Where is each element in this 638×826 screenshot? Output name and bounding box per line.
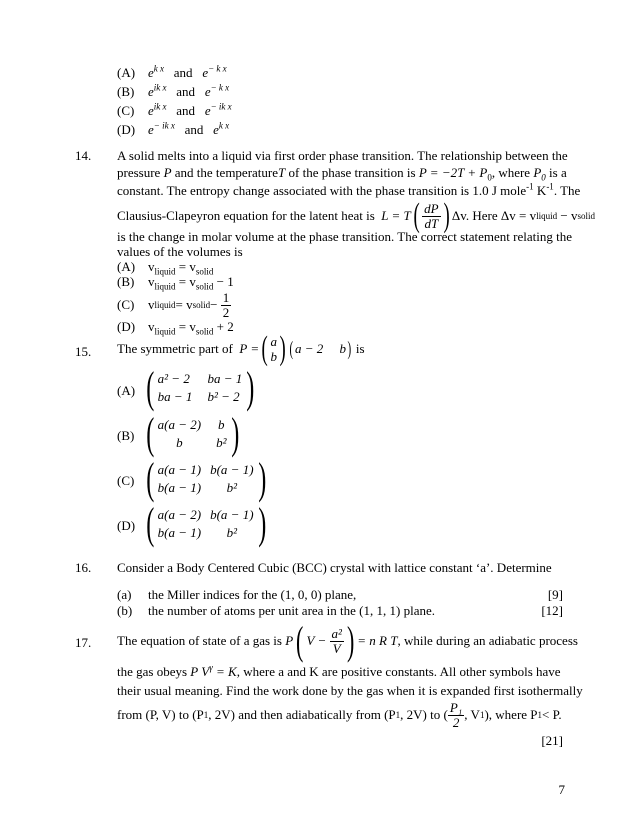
right-paren: )	[257, 499, 266, 548]
q13-option-a	[117, 65, 135, 81]
expr-base: e	[204, 84, 211, 99]
q16-a-text: the Miller indices for the (1, 0, 0) plane,	[148, 587, 357, 602]
matrix-cell: a(a − 2)	[157, 416, 202, 432]
text: is	[355, 340, 365, 356]
q16-a-label: (a)	[117, 587, 132, 602]
matrix	[158, 461, 255, 498]
q17-number: 17.	[75, 635, 92, 650]
q15-option-b-label: (B)	[117, 428, 135, 443]
fraction-dp-dt	[422, 202, 440, 231]
text: and the temperature	[174, 165, 279, 180]
expr-exp: ik x	[153, 101, 167, 112]
equation: P	[285, 632, 294, 648]
q15-option-c-label: (C)	[117, 473, 135, 488]
denominator: V	[332, 640, 341, 656]
q13-option-d	[117, 122, 135, 138]
left-paren: (	[413, 197, 420, 234]
right-paren: )	[443, 197, 450, 234]
q15-option-a-matrix	[143, 363, 258, 412]
expr-exp: − ik x	[210, 101, 232, 112]
matrix-cell: b(a − 1)	[157, 525, 202, 540]
q16-text: Consider a Body Centered Cubic (BCC) crystal with lattice constant ‘a’. Determine	[117, 560, 552, 575]
text: The symmetric part of	[117, 340, 233, 356]
left-paren: (	[146, 454, 155, 503]
q16-b-text: the number of atoms per unit area in the (1, 1, 1) plane.	[148, 603, 435, 618]
matrix-cell: b(a − 1)	[210, 461, 254, 477]
expr-base: e	[202, 65, 209, 80]
text: = v	[175, 319, 196, 334]
subscript: liquid	[154, 266, 176, 277]
q17-marks: [21]	[541, 733, 563, 748]
text: − v	[560, 207, 578, 223]
fraction-half	[221, 291, 232, 320]
q15-option-d-label: (D)	[117, 518, 136, 533]
option-label: (D)	[117, 319, 136, 334]
q14-line-4: Clausius-Clapeyron equation for the latent heat is L = T ( $\frac{dP}{dT}$ ) Δv. Here Δv = v liquid − v solid	[117, 197, 595, 234]
expr-exp: k x	[153, 63, 165, 74]
and-text: and	[173, 65, 193, 80]
text: −	[210, 296, 218, 312]
and-text: and	[176, 84, 196, 99]
text: = v	[175, 296, 193, 312]
numerator: 1	[222, 289, 230, 305]
and-text: and	[176, 103, 196, 118]
q15-option-d-matrix	[143, 499, 269, 548]
text: , V	[464, 706, 480, 722]
q16-b-marks: [12]	[541, 603, 563, 618]
matrix-cell: b	[218, 416, 225, 432]
matrix-cell: a² − 2	[157, 370, 190, 386]
option-label: (B)	[117, 274, 135, 289]
var-p: P	[163, 165, 172, 180]
text: from (P, V) to (P	[117, 706, 204, 722]
q16-b-label: (b)	[117, 603, 133, 618]
matrix-cell: b	[176, 435, 183, 450]
q15-option-c-matrix	[143, 454, 269, 503]
right-paren: )	[246, 363, 255, 412]
text: Clausius-Clapeyron equation for the latent heat is	[117, 207, 375, 223]
q14-option-a-expr	[148, 259, 213, 275]
q14-option-c-expr: v liquid = v solid − $\frac{1}{2}$	[148, 289, 230, 320]
matrix-cell: a(a − 1)	[157, 461, 202, 477]
text: , where	[491, 165, 531, 180]
matrix-cell: ba − 1	[157, 389, 193, 404]
expr-exp: − k x	[208, 63, 227, 74]
q16-a-marks: [9]	[547, 587, 563, 602]
right-paren: )	[347, 338, 352, 360]
q13-option-c-expr	[148, 103, 232, 119]
option-label: (D)	[117, 122, 136, 137]
superscript: γ	[209, 662, 213, 673]
subscript: solid	[195, 281, 214, 292]
subscript: solid	[195, 266, 214, 277]
text: + 2	[213, 319, 234, 334]
right-paren: )	[230, 409, 239, 458]
q13-option-a-expr	[148, 65, 227, 81]
text: < P.	[542, 706, 562, 722]
q14-option-c	[117, 297, 134, 313]
vector-top: a	[270, 334, 277, 349]
q14-line-1: A solid melts into a liquid via first order phase transition. The relationship between the	[117, 148, 568, 163]
q17-line-3: their usual meaning. Find the work done by the gas when it is expanded first isothermally	[117, 683, 583, 698]
text: is a	[549, 165, 567, 180]
matrix-cell: b²	[226, 525, 238, 540]
q14-number: 14.	[75, 148, 92, 163]
matrix-cell: b² − 2	[207, 389, 240, 404]
q17-line-2	[117, 664, 561, 680]
subscript: liquid	[154, 326, 176, 337]
expr-exp: ik x	[153, 82, 167, 93]
expr-base: e	[148, 65, 154, 80]
expr-base: e	[213, 122, 219, 137]
left-paren: (	[261, 330, 268, 367]
text: , 2V) and then adiabatically from (P	[208, 706, 396, 722]
q15-option-b-matrix	[143, 409, 242, 458]
matrix-cell: ba − 1	[207, 370, 243, 386]
q17-line-4: from (P, V) to (P 1 , 2V) and then adiabatically from (P 1 , 2V) to ( $\frac{\text{P₁}}{2}$ , V 1 ), where P 1 < P.	[117, 699, 562, 730]
option-label: (A)	[117, 65, 136, 80]
text: = v	[175, 274, 196, 289]
q16-number: 16.	[75, 560, 92, 575]
expr-base: e	[204, 103, 211, 118]
equation: V −	[306, 632, 327, 648]
fraction-a2-v	[330, 627, 344, 656]
q14-line-3	[117, 183, 580, 199]
matrix-cell: b(a − 1)	[157, 480, 202, 495]
equation: P V	[190, 664, 210, 679]
denominator: 2	[222, 304, 230, 320]
q14-option-a	[117, 259, 135, 275]
and-text: and	[184, 122, 204, 137]
option-label: (B)	[117, 84, 135, 99]
expr-exp: − ik x	[153, 120, 175, 131]
expr-exp: − k x	[210, 82, 230, 93]
matrix-cell: b²	[216, 435, 227, 450]
left-paren: (	[289, 338, 294, 360]
numerator: a²	[331, 625, 342, 641]
equation: = K	[216, 664, 237, 679]
numerator: dP	[424, 200, 439, 216]
left-paren: (	[146, 363, 155, 412]
matrix	[158, 506, 255, 543]
matrix	[158, 416, 228, 453]
vector-bottom: b	[270, 349, 277, 364]
expr-base: e	[148, 84, 154, 99]
equation: P =	[239, 340, 260, 356]
text: Δv. Here Δv = v	[451, 207, 537, 223]
q13-option-b	[117, 84, 134, 100]
var-t: T	[278, 165, 286, 180]
text: The equation of state of a gas is	[117, 632, 282, 648]
q14-line-2	[117, 165, 567, 181]
text: constant. The entropy change associated with the phase transition is 1.0 J mole	[117, 183, 527, 198]
var-p0: $P_0$	[533, 165, 546, 183]
column-vector	[270, 334, 277, 364]
text: pressure	[117, 165, 161, 180]
text: v	[148, 274, 155, 289]
expr-exp: k x	[218, 120, 230, 131]
equation: = n R T	[357, 632, 398, 648]
right-paren: )	[346, 618, 355, 663]
text: , while during an adiabatic process	[397, 632, 578, 648]
text: . The	[553, 183, 581, 198]
q13-option-c	[117, 103, 134, 119]
fraction-p1-2	[448, 701, 464, 730]
subscript: solid	[195, 326, 214, 337]
q14-line-5: is the change in molar volume at the phase transition. The correct statement relating the	[117, 229, 572, 244]
matrix-cell: b(a − 1)	[210, 506, 254, 522]
q13-option-d-expr	[148, 122, 229, 138]
expr-base: e	[148, 103, 154, 118]
superscript: -1	[526, 181, 534, 192]
right-paren: )	[257, 454, 266, 503]
subscript: 0	[487, 172, 492, 183]
option-label: (C)	[117, 103, 135, 118]
equation: P = −2T + P	[418, 165, 488, 180]
matrix-cell: a(a − 2)	[157, 506, 202, 522]
option-label: (C)	[117, 297, 135, 312]
text: v	[148, 296, 155, 312]
left-paren: (	[296, 618, 304, 663]
subscript: liquid	[154, 281, 176, 292]
text: v	[148, 259, 155, 274]
text: ), where P	[484, 706, 538, 722]
text: , where a and K are positive constants. All other symbols have	[236, 664, 561, 679]
row-vector: a − 2 b	[294, 340, 346, 356]
option-label: (A)	[117, 259, 136, 274]
q13-option-b-expr	[148, 84, 229, 100]
text: the gas obeys	[117, 664, 188, 679]
q14-option-b	[117, 274, 134, 290]
left-paren: (	[146, 409, 155, 458]
page-number: 7	[558, 782, 565, 797]
text: − 1	[213, 274, 234, 289]
text: of the phase transition is	[288, 165, 416, 180]
text: v	[148, 319, 155, 334]
text: = v	[175, 259, 196, 274]
text: , 2V) to (	[400, 706, 448, 722]
equation: L = T	[381, 207, 411, 223]
denominator: dT	[424, 215, 439, 231]
q15-option-a-label: (A)	[117, 383, 136, 398]
matrix	[158, 370, 244, 407]
left-paren: (	[146, 499, 155, 548]
q14-line-6: values of the volumes is	[117, 244, 243, 259]
superscript: -1	[546, 181, 554, 192]
numerator: P₁	[449, 699, 463, 715]
q15-number: 15.	[75, 344, 92, 359]
expr-base: e	[148, 122, 154, 137]
text: K	[536, 183, 547, 198]
denominator: 2	[452, 714, 460, 730]
right-paren: )	[279, 330, 286, 367]
q17-line-1	[117, 620, 578, 662]
matrix-cell: b²	[226, 480, 238, 495]
